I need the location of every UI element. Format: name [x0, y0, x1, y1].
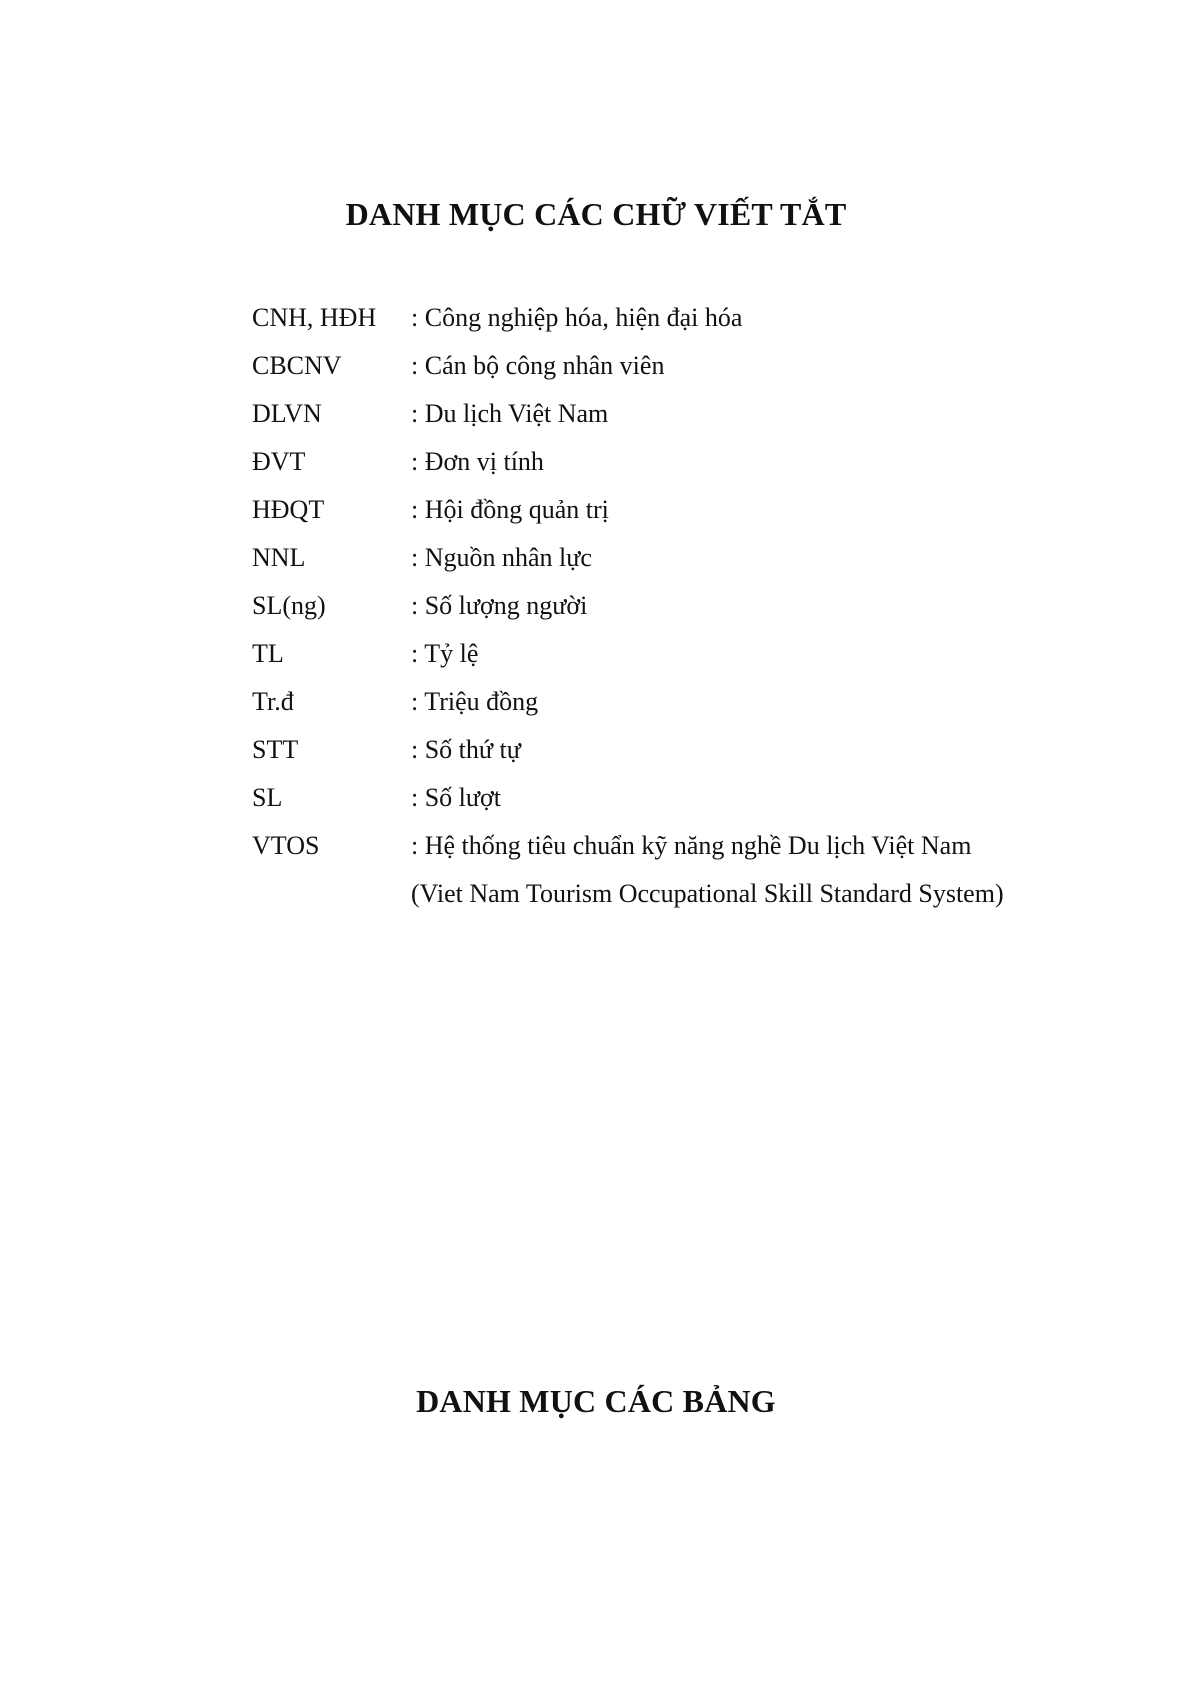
abbreviation-row	[252, 678, 1132, 726]
abbreviation-term: ĐVT	[252, 447, 306, 476]
abbreviation-term: CBCNV	[252, 351, 342, 380]
abbreviation-row	[252, 822, 1132, 870]
abbreviation-term: HĐQT	[252, 495, 325, 524]
abbreviation-definition: : Nguồn nhân lực	[411, 543, 592, 572]
abbreviation-term: Tr.đ	[252, 687, 294, 716]
abbreviations-heading: DANH MỤC CÁC CHỮ VIẾT TẮT	[345, 196, 847, 232]
abbreviation-definition: : Số thứ tự	[411, 735, 521, 764]
abbreviation-definition: : Tỷ lệ	[411, 639, 479, 668]
abbreviation-row	[252, 582, 1132, 630]
abbreviation-definition: : Số lượt	[411, 783, 501, 812]
abbreviations-list	[252, 294, 1132, 918]
abbreviation-definition: : Công nghiệp hóa, hiện đại hóa	[411, 303, 743, 332]
abbreviation-term: DLVN	[252, 399, 322, 428]
abbreviation-row	[252, 390, 1132, 438]
abbreviation-definition: : Triệu đồng	[411, 687, 539, 716]
vtos-english-name: (Viet Nam Tourism Occupational Skill Standard System)	[411, 879, 1004, 908]
abbreviation-term: SL(ng)	[252, 591, 326, 620]
abbreviation-row	[252, 438, 1132, 486]
abbreviation-definition: : Hệ thống tiêu chuẩn kỹ năng nghề Du lịch Việt Nam	[411, 831, 972, 860]
tables-heading: DANH MỤC CÁC BẢNG	[416, 1383, 776, 1419]
abbreviation-term: NNL	[252, 543, 306, 572]
abbreviation-row	[252, 774, 1132, 822]
abbreviation-term: TL	[252, 639, 284, 668]
abbreviation-row	[252, 342, 1132, 390]
abbreviation-definition: : Số lượng người	[411, 591, 588, 620]
abbreviation-definition-continuation	[252, 870, 1132, 918]
abbreviation-row	[252, 294, 1132, 342]
abbreviation-term: VTOS	[252, 831, 320, 860]
abbreviation-row	[252, 630, 1132, 678]
abbreviation-definition: : Cán bộ công nhân viên	[411, 351, 665, 380]
abbreviation-term: SL	[252, 783, 283, 812]
abbreviation-row	[252, 726, 1132, 774]
abbreviation-definition: : Du lịch Việt Nam	[411, 399, 609, 428]
abbreviation-definition: : Hội đồng quản trị	[411, 495, 609, 524]
abbreviation-row	[252, 486, 1132, 534]
abbreviation-row	[252, 534, 1132, 582]
abbreviation-definition: : Đơn vị tính	[411, 447, 544, 476]
abbreviation-term: CNH, HĐH	[252, 303, 377, 332]
abbreviation-term: STT	[252, 735, 299, 764]
